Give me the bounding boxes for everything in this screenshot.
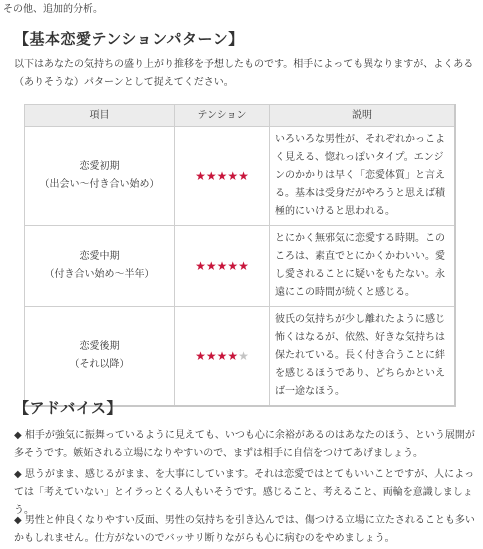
advice-item: ◆ 相手が強気に振舞っているように見えても、いつも心に余裕があるのはあなたのほう、という展開が多そうです。嫉妬される立場になりやすいので、まずは相手に自信をつけてあげましょう。	[14, 430, 475, 459]
star-filled-icon: ★	[205, 168, 217, 183]
star-filled-icon: ★	[227, 168, 239, 183]
rating-stars	[175, 127, 270, 226]
star-filled-icon: ★	[238, 258, 249, 273]
tension-table	[24, 104, 456, 407]
section-title-advice: 【アドバイス】	[14, 399, 123, 417]
table-row	[25, 127, 456, 226]
intro-text: 以下はあなたの気持ちの盛り上がり推移を予想したものです。相手によっても異なりますが、よくある（ありそうな）パターンとして捉えてください。	[14, 59, 474, 88]
row-item-period: （それ以降）	[69, 359, 130, 370]
header-tension: テンション	[175, 105, 270, 127]
section-title-pattern: 【基本恋愛テンションパターン】	[14, 30, 244, 48]
row-item-period: （出会い〜付き合い始め）	[39, 179, 160, 190]
star-filled-icon: ★	[216, 258, 228, 273]
star-filled-icon: ★	[238, 168, 249, 183]
row-description: いろいろな男性が、それぞれかっこよく見える、惚れっぽいタイプ。エンジンのかかりは早く「恋愛体質」と言える。基本は受身だがやろうと思えば積極的にいけると思われる。	[270, 127, 456, 226]
table-header-row	[25, 105, 456, 127]
star-filled-icon: ★	[227, 258, 239, 273]
row-item-cell	[25, 127, 175, 226]
star-filled-icon: ★	[227, 348, 239, 363]
header-description: 説明	[270, 105, 456, 127]
row-item-cell	[25, 307, 175, 407]
row-description: 彼氏の気持ちが少し離れたように感じ怖くはなるが、依然、好きな気持ちは保たれている。長く付き合うことに絆を感じるほうであり、どちらかといえば一途なほう。	[270, 307, 456, 407]
row-item-cell	[25, 226, 175, 307]
rating-stars	[175, 307, 270, 407]
star-filled-icon: ★	[205, 348, 217, 363]
star-filled-icon: ★	[216, 168, 228, 183]
star-filled-icon: ★	[195, 348, 206, 363]
top-text: その他、追加的分析。	[3, 4, 103, 15]
star-filled-icon: ★	[195, 168, 206, 183]
star-empty-icon: ★	[238, 348, 249, 363]
star-filled-icon: ★	[195, 258, 206, 273]
row-description: とにかく無邪気に恋愛する時期。このころは、素直でとにかくかわいい。愛し愛されることに疑いをもたない。永遠にこの時間が続くと感じる。	[270, 226, 456, 307]
star-filled-icon: ★	[216, 348, 228, 363]
advice-item: ◆ 思うがまま、感じるがまま、を大事にしています。それは恋愛ではとてもいいことですが、人によっては「考えていない」とイラっとくる人もいそうです。感じること、考えること、両輪を意識しましょう。	[14, 469, 475, 516]
rating-stars	[175, 226, 270, 307]
row-item-period: （付き合い始め〜半年）	[44, 269, 155, 280]
table-row	[25, 226, 456, 307]
row-item-title: 恋愛後期	[79, 341, 120, 352]
star-filled-icon: ★	[205, 258, 217, 273]
row-item-title: 恋愛初期	[79, 161, 120, 172]
row-item-title: 恋愛中期	[79, 251, 120, 262]
advice-item: ◆ 男性と仲良くなりやすい反面、男性の気持ちを引き込んでは、傷つける立場に立たされることも多いかもしれません。仕方がないのでバッサリ断りながらも心に病むのをやめましょう。	[14, 515, 475, 544]
table-row	[25, 307, 456, 407]
header-item: 項目	[25, 105, 175, 127]
